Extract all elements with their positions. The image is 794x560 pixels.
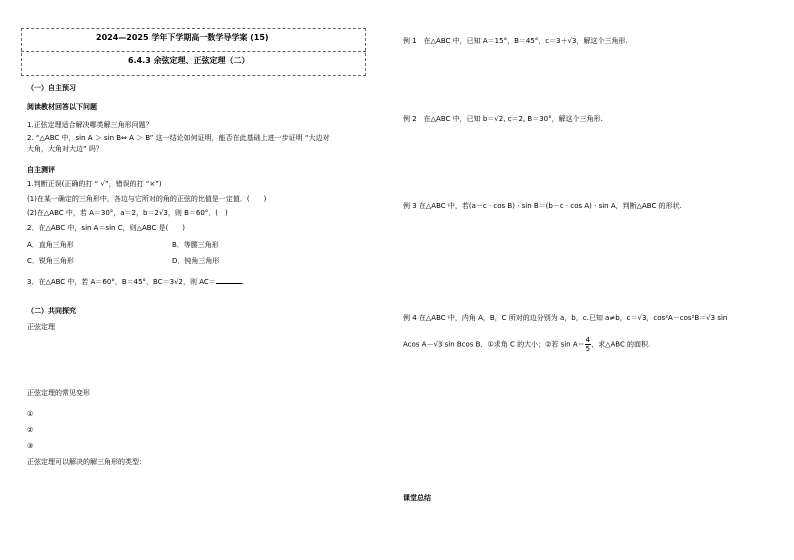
- lesson-title: 6.4.3 余弦定理、正弦定理（二）: [128, 56, 250, 65]
- variant-2: ②: [27, 426, 34, 434]
- question-2-line-1: 2. “△ABC 中，sin A ＞ sin B⇔ A ＞ B” 这一结论如何证明，能否在此基础上进一步证明 “大边对: [27, 134, 330, 142]
- variants-heading: 正弦定理的常见变形: [27, 389, 90, 397]
- header-divider: [21, 51, 366, 52]
- example-1: 例 1 在△ABC 中，已知 A＝15°，B＝45°，c＝3＋√3，解这个三角形.: [403, 37, 628, 45]
- test-2: 2．在△ABC 中，sin A＝sin C，则△ABC 是( ): [27, 224, 186, 232]
- option-d: D．钝角三角形: [172, 257, 220, 265]
- test-1: 1.判断正误(正确的打 “ √”，错误的打 “×”): [27, 180, 162, 188]
- example-4-line-1: 例 4 在△ABC 中，内角 A，B，C 所对的边分别为 a，b，c.已知 a≠b，c＝√3，cos²A－cos²B＝√3 sin: [403, 314, 728, 322]
- option-a: A．直角三角形: [27, 241, 74, 249]
- reading-prompt: 阅读教材回答以下问题: [27, 103, 97, 111]
- answer-blank: [216, 276, 242, 284]
- self-test-title: 自主测评: [27, 166, 55, 174]
- example-4-part-a: Acos A－√3 sin Bcos B．①求角 C 的大小；②若 sin A＝: [403, 340, 585, 349]
- example-2: 例 2 在△ABC 中，已知 b＝√2, c＝2, B＝30°，解这个三角形.: [403, 115, 603, 123]
- section-self-preview: （一）自主预习: [27, 84, 76, 92]
- question-2-line-2: 大角，大角对大边” 吗？: [27, 145, 103, 153]
- option-b: B．等腰三角形: [172, 241, 219, 249]
- sine-law-heading: 正弦定理: [27, 323, 55, 331]
- variant-1: ①: [27, 410, 34, 418]
- class-summary: 课堂总结: [403, 494, 431, 502]
- header-title: 2024—2025 学年下学期高一数学导学案 (15): [96, 33, 269, 42]
- example-4-part-b: ，求△ABC 的面积.: [591, 340, 651, 349]
- question-1: 1.正弦定理适合解决哪类解三角形问题？: [27, 121, 153, 129]
- solvable-types: 正弦定理可以解决的解三角形的类型：: [27, 458, 146, 466]
- test-3-text: 3．在△ABC 中，若 A＝60°，B＝45°，BC＝3√2，则 AC＝: [27, 278, 216, 286]
- option-c: C．锐角三角形: [27, 257, 74, 265]
- test-1-b: (2)在△ABC 中，若 A＝30°，a＝2，b＝2√3，则 B＝60°．( ): [27, 209, 228, 217]
- test-1-a: (1)在某一确定的三角形中，各边与它所对的角的正弦的比值是一定值．( ): [27, 195, 267, 203]
- fraction-numerator: 4: [585, 336, 591, 344]
- example-3: 例 3 在△ABC 中，若(a－c · cos B) · sin B＝(b－c · cos A) · sin A，判断△ABC 的形状.: [403, 202, 682, 210]
- section-explore: （二）共同探究: [27, 307, 76, 315]
- fraction-denominator: 5: [585, 345, 591, 353]
- variant-3: ③: [27, 442, 34, 450]
- test-3: 3．在△ABC 中，若 A＝60°，B＝45°，BC＝3√2，则 AC＝ .: [27, 278, 244, 286]
- example-4-line-2: [403, 336, 650, 353]
